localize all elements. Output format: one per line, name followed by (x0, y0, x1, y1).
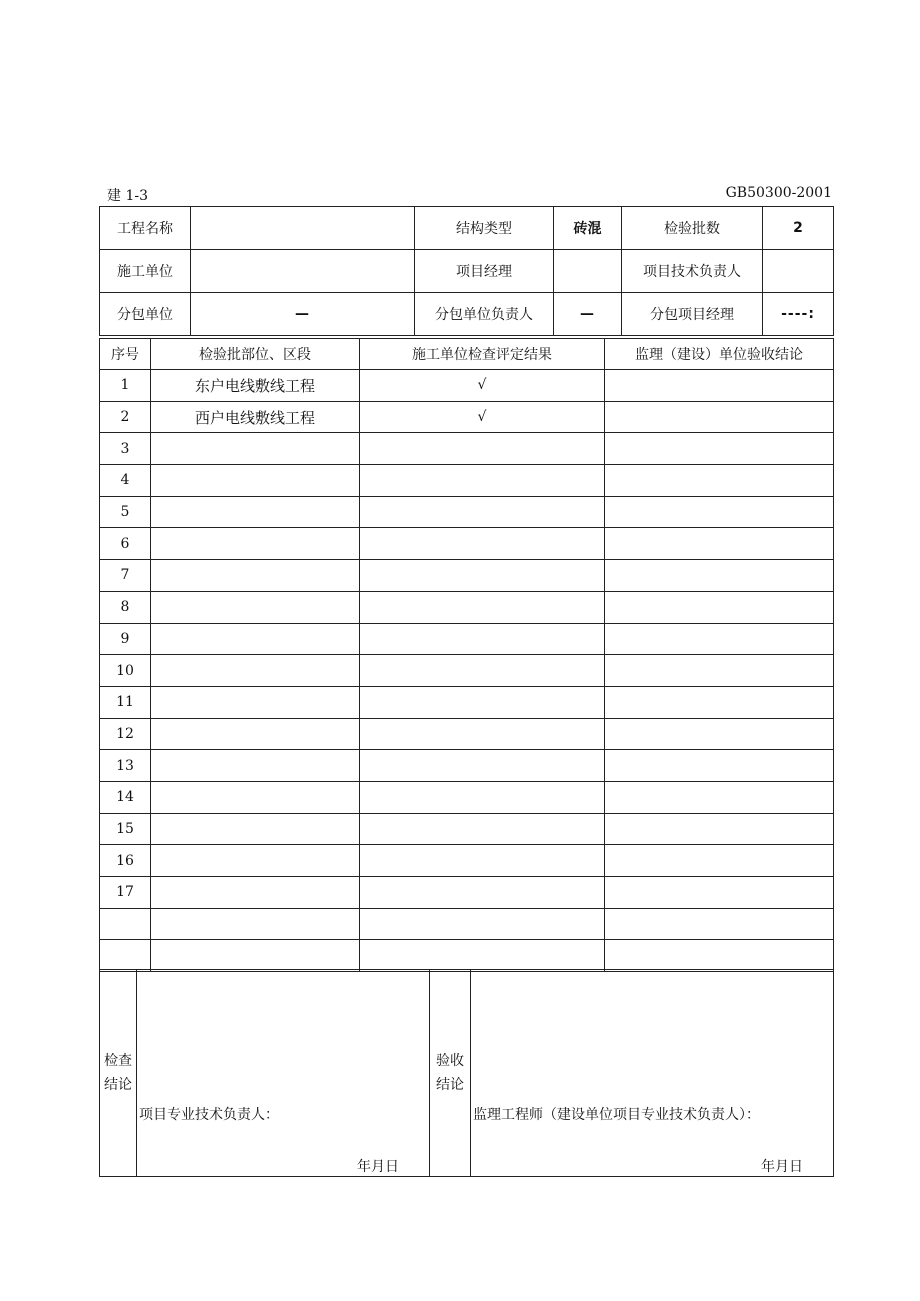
row-result[interactable] (360, 813, 605, 845)
row-result[interactable] (360, 465, 605, 497)
row-number: 3 (100, 433, 151, 465)
row-result[interactable] (360, 940, 605, 972)
row-conclusion[interactable] (605, 465, 834, 497)
row-number: 4 (100, 465, 151, 497)
row-number: 10 (100, 655, 151, 687)
accept-label-line1: 验收 (436, 1053, 464, 1069)
sub-manager-label: 分包项目经理 (622, 293, 763, 336)
row-result[interactable] (360, 718, 605, 750)
project-info-table (99, 206, 834, 336)
check-conclusion-label (100, 970, 137, 1177)
row-conclusion[interactable] (605, 433, 834, 465)
check-label-line2: 结论 (104, 1077, 132, 1093)
row-number: 2 (100, 401, 151, 433)
row-location[interactable] (151, 528, 360, 560)
row-number: 13 (100, 750, 151, 782)
batch-count-value[interactable]: 2 (763, 207, 834, 250)
row-location[interactable] (151, 908, 360, 940)
row-number: 9 (100, 623, 151, 655)
row-location[interactable] (151, 560, 360, 592)
contractor-label: 施工单位 (100, 250, 191, 293)
tech-lead-value[interactable] (763, 250, 834, 293)
row-conclusion[interactable] (605, 750, 834, 782)
row-conclusion[interactable] (605, 496, 834, 528)
table-row (100, 433, 834, 465)
row-result[interactable] (360, 686, 605, 718)
row-conclusion[interactable] (605, 813, 834, 845)
project-name-value[interactable] (191, 207, 415, 250)
row-location[interactable] (151, 781, 360, 813)
subcontractor-label: 分包单位 (100, 293, 191, 336)
row-number: 15 (100, 813, 151, 845)
standard-code: GB50300-2001 (725, 185, 832, 201)
table-row (100, 845, 834, 877)
sub-manager-value[interactable]: ----: (763, 293, 834, 336)
conclusion-table (99, 969, 834, 1177)
row-conclusion[interactable] (605, 655, 834, 687)
table-row (100, 877, 834, 909)
row-result[interactable] (360, 655, 605, 687)
accept-date-label: 年月日 (761, 1159, 803, 1175)
batch-count-label: 检验批数 (622, 207, 763, 250)
project-name-label: 工程名称 (100, 207, 191, 250)
row-number: 11 (100, 686, 151, 718)
table-row (100, 623, 834, 655)
row-location[interactable] (151, 813, 360, 845)
row-conclusion[interactable] (605, 718, 834, 750)
row-number (100, 940, 151, 972)
accept-conclusion-area[interactable] (471, 970, 834, 1177)
accept-label-line2: 结论 (436, 1077, 464, 1093)
col-header-result: 施工单位检查评定结果 (360, 339, 605, 370)
row-number: 6 (100, 528, 151, 560)
row-location[interactable] (151, 718, 360, 750)
table-row (100, 465, 834, 497)
row-conclusion[interactable] (605, 781, 834, 813)
check-signer-label: 项目专业技术负责人： (139, 1107, 279, 1123)
row-conclusion[interactable] (605, 845, 834, 877)
structure-type-value[interactable]: 砖混 (554, 207, 622, 250)
row-result[interactable] (360, 877, 605, 909)
row-location[interactable]: 东户电线敷线工程 (151, 370, 360, 402)
row-location[interactable] (151, 750, 360, 782)
project-manager-value[interactable] (554, 250, 622, 293)
row-conclusion[interactable] (605, 877, 834, 909)
row-location[interactable]: 西户电线敷线工程 (151, 401, 360, 433)
row-conclusion[interactable] (605, 908, 834, 940)
row-result[interactable] (360, 591, 605, 623)
row-location[interactable] (151, 623, 360, 655)
row-location[interactable] (151, 465, 360, 497)
row-conclusion[interactable] (605, 401, 834, 433)
table-row (100, 528, 834, 560)
row-number: 17 (100, 877, 151, 909)
row-conclusion[interactable] (605, 560, 834, 592)
project-manager-label: 项目经理 (415, 250, 554, 293)
table-row (100, 591, 834, 623)
row-number: 1 (100, 370, 151, 402)
inspection-items-table (99, 338, 834, 972)
row-conclusion[interactable] (605, 940, 834, 972)
col-header-location: 检验批部位、区段 (151, 339, 360, 370)
table-row (100, 401, 834, 433)
row-location[interactable] (151, 686, 360, 718)
subcontractor-value[interactable]: — (191, 293, 415, 336)
row-number: 14 (100, 781, 151, 813)
table-row (100, 718, 834, 750)
row-result[interactable] (360, 528, 605, 560)
col-header-conclusion: 监理（建设）单位验收结论 (605, 339, 834, 370)
table-row (100, 496, 834, 528)
row-result[interactable] (360, 623, 605, 655)
row-result[interactable]: √ (360, 401, 605, 433)
col-header-no: 序号 (100, 339, 151, 370)
row-conclusion[interactable] (605, 528, 834, 560)
table-row (100, 940, 834, 972)
row-number: 8 (100, 591, 151, 623)
row-result[interactable] (360, 908, 605, 940)
row-number: 16 (100, 845, 151, 877)
table-row (100, 686, 834, 718)
check-date-label: 年月日 (357, 1159, 399, 1175)
row-location[interactable] (151, 433, 360, 465)
table-row (100, 655, 834, 687)
check-conclusion-area[interactable] (137, 970, 430, 1177)
contractor-value[interactable] (191, 250, 415, 293)
row-location[interactable] (151, 877, 360, 909)
row-result[interactable] (360, 496, 605, 528)
row-location[interactable] (151, 496, 360, 528)
row-result[interactable] (360, 560, 605, 592)
sub-lead-value[interactable]: — (554, 293, 622, 336)
row-location[interactable] (151, 655, 360, 687)
row-location[interactable] (151, 940, 360, 972)
row-location[interactable] (151, 591, 360, 623)
table-row (100, 908, 834, 940)
check-label-line1: 检查 (104, 1053, 132, 1069)
tech-lead-label: 项目技术负责人 (622, 250, 763, 293)
row-conclusion[interactable] (605, 623, 834, 655)
row-result[interactable] (360, 845, 605, 877)
sub-lead-label: 分包单位负责人 (415, 293, 554, 336)
table-row (100, 750, 834, 782)
row-conclusion[interactable] (605, 686, 834, 718)
row-number: 7 (100, 560, 151, 592)
accept-signer-label: 监理工程师（建设单位项目专业技术负责人）： (473, 1107, 760, 1123)
row-result[interactable] (360, 781, 605, 813)
row-result[interactable]: √ (360, 370, 605, 402)
form-code: 建 1-3 (107, 188, 148, 204)
structure-type-label: 结构类型 (415, 207, 554, 250)
table-row (100, 370, 834, 402)
accept-conclusion-label (430, 970, 471, 1177)
row-number: 5 (100, 496, 151, 528)
table-row (100, 781, 834, 813)
row-location[interactable] (151, 845, 360, 877)
row-result[interactable] (360, 750, 605, 782)
row-result[interactable] (360, 433, 605, 465)
table-row (100, 813, 834, 845)
table-row (100, 560, 834, 592)
row-number: 12 (100, 718, 151, 750)
row-conclusion[interactable] (605, 370, 834, 402)
row-number (100, 908, 151, 940)
row-conclusion[interactable] (605, 591, 834, 623)
